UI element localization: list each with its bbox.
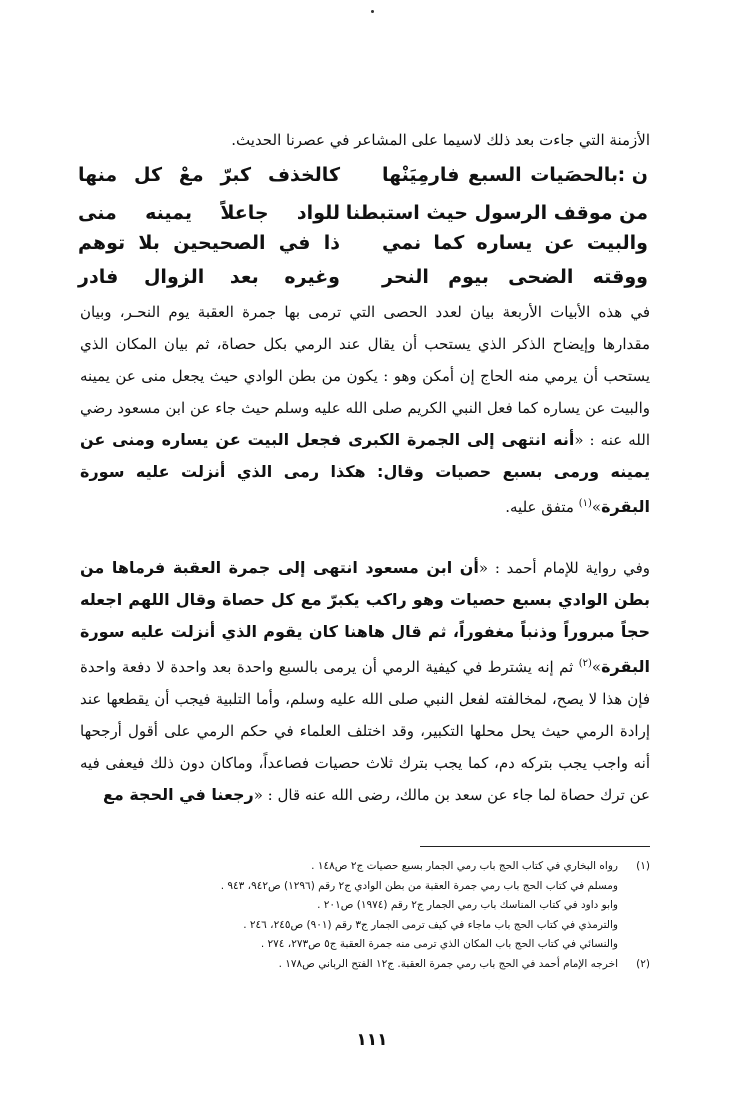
verse-4-hemistich-1: ووقته الضحى بيوم النحر <box>382 266 648 288</box>
footnote-text: والترمذي في كتاب الحج باب ماجاء في كيف ترمى الجمار ج٣ رقم (٩٠١) ص٢٤٥، ٢٤٦ . <box>243 918 618 931</box>
footnote-number: (١) <box>636 860 650 872</box>
footnote <box>190 935 650 955</box>
footnote-ref-2: (٢) <box>578 658 592 669</box>
para2-lead: وفي رواية للإمام أحمد : « <box>478 559 651 577</box>
verse-1 <box>78 160 648 190</box>
quote-close: » <box>591 658 602 676</box>
footnote-text: ومسلم في كتاب الحج باب رمي جمرة العقبة من بطن الوادي ج٢ رقم (١٢٩٦) ص٩٤٢، ٩٤٣ . <box>220 879 618 892</box>
verse-4 <box>78 262 648 292</box>
verse-3-hemistich-2: ذا في الصحيحين بلا توهم <box>78 232 340 254</box>
verse-2-hemistich-1: من موقف الرسول حيث استبطنا <box>345 202 648 224</box>
footnote-text: اخرجه الإمام أحمد في الحج باب رمي جمرة العقبة. ج١٢ الفتح الرباني ص١٧٨ . <box>278 957 618 970</box>
verse-4-hemistich-2: وغيره بعد الزوال فادر <box>78 266 340 288</box>
footnote-text: والنسائي في كتاب الحج باب المكان الذي ترمى منه جمرة العقبة ج٥ ص٢٧٣، ٢٧٤ . <box>260 938 618 950</box>
footnote-separator <box>420 846 650 847</box>
verse-1-hemistich-1: بالحصَيات السبع فارمِيَنْها <box>382 164 618 186</box>
para1-text: في هذه الأبيات الأربعة بيان لعدد الحصى التي ترمى بها جمرة العقبة يوم النحـر، وبيان مقدارها وإيضاح الذكر الذي يستحب أن يقال عند الرمي بكل حصاة، ثم بيان المكان الذي يستحب أن يرمي منه الحاج إن أمكن وهو : يكون من بطن الوادي حيث يجعل منى عن يمينه والبيت عن يساره كما فعل النبي الكريم صلى الله عليه وسلم حيث جاء عن ابن مسعود رضي الله عنه : « <box>80 303 650 449</box>
footnote-number: (٢) <box>636 957 650 970</box>
hadith-quote-2: أن ابن مسعود انتهى إلى جمرة العقبة فرماها من بطن الوادي بسبع حصيات وهو راكب يكبرّ مع كل حصاة وقال اللهم اجعله حجاً مبروراً وذنباً مغفوراً، ثم قال هاهنا كان يقوم الذي أنزلت عليه سورة البقرة <box>80 558 650 676</box>
hadith-quote-3: رجعنا في الحجة مع <box>102 785 254 804</box>
footnote <box>190 896 650 916</box>
verse-3 <box>78 228 648 258</box>
footnote-text: رواه البخاري في كتاب الحج باب رمي الجمار بسبع حصيات ج٢ ص١٤٨ . <box>311 860 618 872</box>
commentary-paragraph-1 <box>80 296 650 523</box>
verse-2-hemistich-2: للواد جاعلاً يمينه منى <box>78 202 340 224</box>
quote-close: » <box>591 498 602 516</box>
footnotes <box>190 857 650 974</box>
footnote-text: وابو داود في كتاب المناسك باب رمي الجمار ج٢ رقم (١٩٧٤) ص٢٠١ . <box>317 899 618 911</box>
footnote <box>190 916 650 936</box>
footnote <box>190 857 650 877</box>
footnote <box>190 955 650 975</box>
footnote-ref-1: (١) <box>578 498 592 509</box>
verse-marker: ن : <box>617 164 648 186</box>
para1-tail: متفق عليه. <box>505 498 579 516</box>
verse-2 <box>78 198 648 228</box>
hadith-quote-1: أنه انتهى إلى الجمرة الكبرى فجعل البيت عن يساره ومنى عن يمينه ورمى بسبع حصيات وقال: هكذا رمى الذي أنزلت عليه سورة البقرة <box>80 430 650 516</box>
verse-3-hemistich-1: والبيت عن يساره كما نمي <box>382 232 648 254</box>
para2-text: ثم إنه يشترط في كيفية الرمي أن يرمى بالسبع واحدة بعد واحدة لا دفعة واحدة فإن هذا لا يصح، لمخالفته لفعل النبي صلى الله عليه وسلم، وأما التلبية فيجب أن يقطعها عند إرادة الرمي حيث يحل محلها التكبير، وقد اختلف العلماء في حكم الرمي على أقول أرجحها أنه واجب يجب بتركه دم، كما يجب بترك ثلاث حصيات فصاعداً، وماكان دون ذلك فيعفى فيه عن ترك حصاة لما جاء عن سعد بن مالك، رضى الله عنه قال : « <box>80 658 650 804</box>
intro-line: الأزمنة التي جاءت بعد ذلك لاسيما على المشاعر في عصرنا الحديث. <box>231 131 650 149</box>
page-number: ١١١ <box>356 1030 388 1050</box>
top-mark <box>371 10 374 13</box>
verse-1-hemistich-2: كالخذف كبرّ معْ كل منها <box>78 164 340 186</box>
footnote <box>190 877 650 897</box>
commentary-paragraph-2 <box>80 552 650 811</box>
